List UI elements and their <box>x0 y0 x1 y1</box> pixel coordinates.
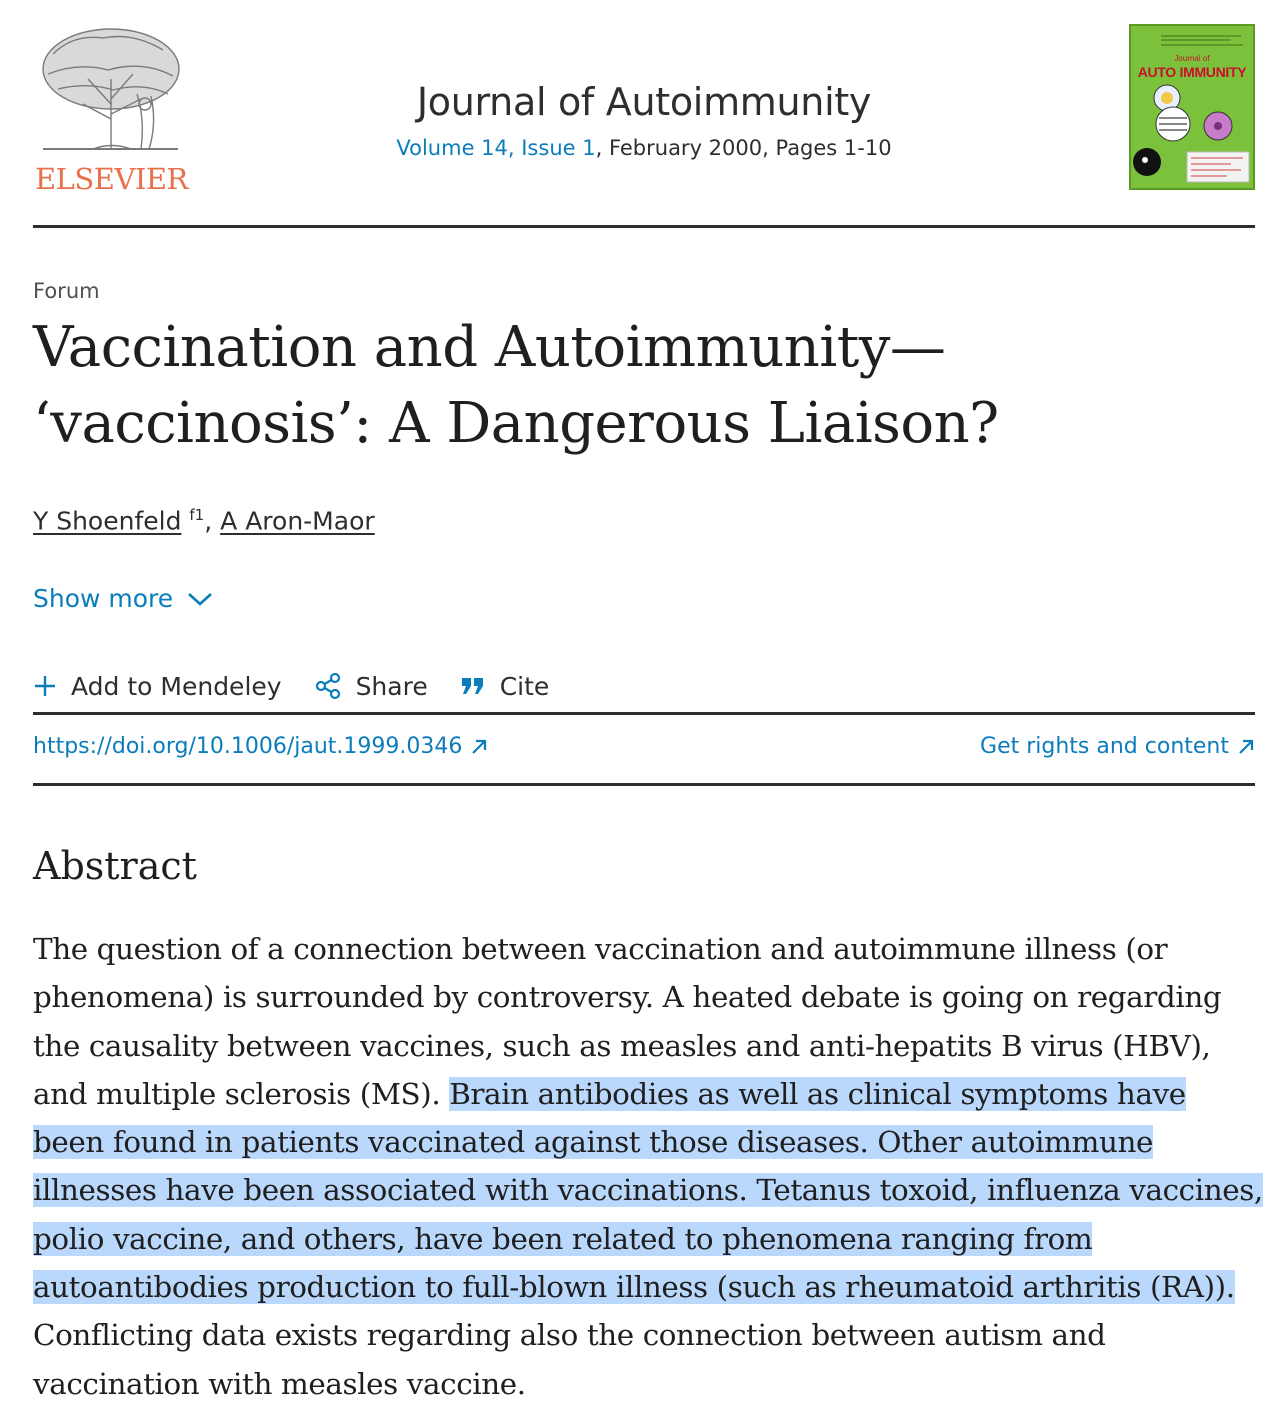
external-link-icon <box>1237 738 1255 756</box>
cite-label: Cite <box>499 671 550 701</box>
quote-icon <box>460 675 486 697</box>
doi-label: https://doi.org/10.1006/jaut.1999.0346 <box>33 734 463 759</box>
show-more-button[interactable] <box>33 584 213 613</box>
author-separator: , <box>204 506 221 536</box>
author-footnote[interactable]: f1 <box>189 506 205 524</box>
volume-issue-link[interactable]: Volume 14, Issue 1 <box>396 136 596 160</box>
journal-issue <box>33 136 1255 160</box>
add-to-mendeley-label: Add to Mendeley <box>71 671 282 701</box>
external-link-icon <box>470 738 488 756</box>
article-title-line2: ‘vaccinosis’: A Dangerous Liaison? <box>33 391 999 456</box>
abstract-text-highlighted[interactable]: Brain antibodies as well as clinical symptoms have been found in patients vaccinated against those diseases. Other autoimmune illnesses have been associated with vaccinations. Tetanus toxoid, influenza vaccines, polio vaccine, and others, have been related to phenomena ranging from autoantibodies production to full-blown illness (such as rheumatoid arthritis (RA)). <box>33 1076 1263 1305</box>
get-rights-label: Get rights and content <box>980 734 1229 759</box>
share-icon <box>314 672 342 700</box>
plus-icon <box>33 674 57 698</box>
abstract-text-end: Conflicting data exists regarding also the connection between autism and vaccination with measles vaccine. <box>33 1318 1106 1401</box>
abstract-text <box>33 925 1263 1408</box>
date-pages: , February 2000, Pages 1-10 <box>595 136 892 160</box>
article-title <box>33 310 1133 462</box>
article-actions-bar <box>33 660 1255 715</box>
author-list <box>33 506 375 535</box>
cover-subtitle: Journal of <box>1174 54 1210 63</box>
cite-button[interactable] <box>460 672 550 701</box>
elsevier-wordmark: ELSEVIER <box>35 162 188 196</box>
journal-header <box>33 20 1255 228</box>
chevron-down-icon <box>187 591 213 607</box>
author-link[interactable]: Y Shoenfeld <box>33 506 182 536</box>
show-more-label: Show more <box>33 584 174 613</box>
abstract-heading: Abstract <box>33 844 197 888</box>
author-link[interactable]: A Aron-Maor <box>220 506 375 536</box>
share-label: Share <box>355 671 428 701</box>
doi-row <box>33 715 1255 786</box>
share-button[interactable] <box>314 672 428 701</box>
cover-title: AUTO IMMUNITY <box>1137 64 1247 80</box>
journal-info <box>33 80 1255 160</box>
doi-link[interactable] <box>33 734 488 759</box>
abstract-text-start: The question of a connection between vaccination and autoimmune illness (or phenomena) is surrounded by controversy. A heated debate is going on regarding the causality between vaccines, such as measles and anti-hepatits B virus (HBV), and multiple sclerosis (MS). <box>33 932 1222 1111</box>
article-type-label: Forum <box>33 279 100 303</box>
get-rights-link[interactable] <box>980 734 1255 759</box>
journal-cover-image[interactable] <box>1129 24 1255 190</box>
add-to-mendeley-button[interactable] <box>33 672 282 701</box>
journal-title[interactable]: Journal of Autoimmunity <box>416 80 872 124</box>
article-title-line1: Vaccination and Autoimmunity— <box>33 315 946 380</box>
